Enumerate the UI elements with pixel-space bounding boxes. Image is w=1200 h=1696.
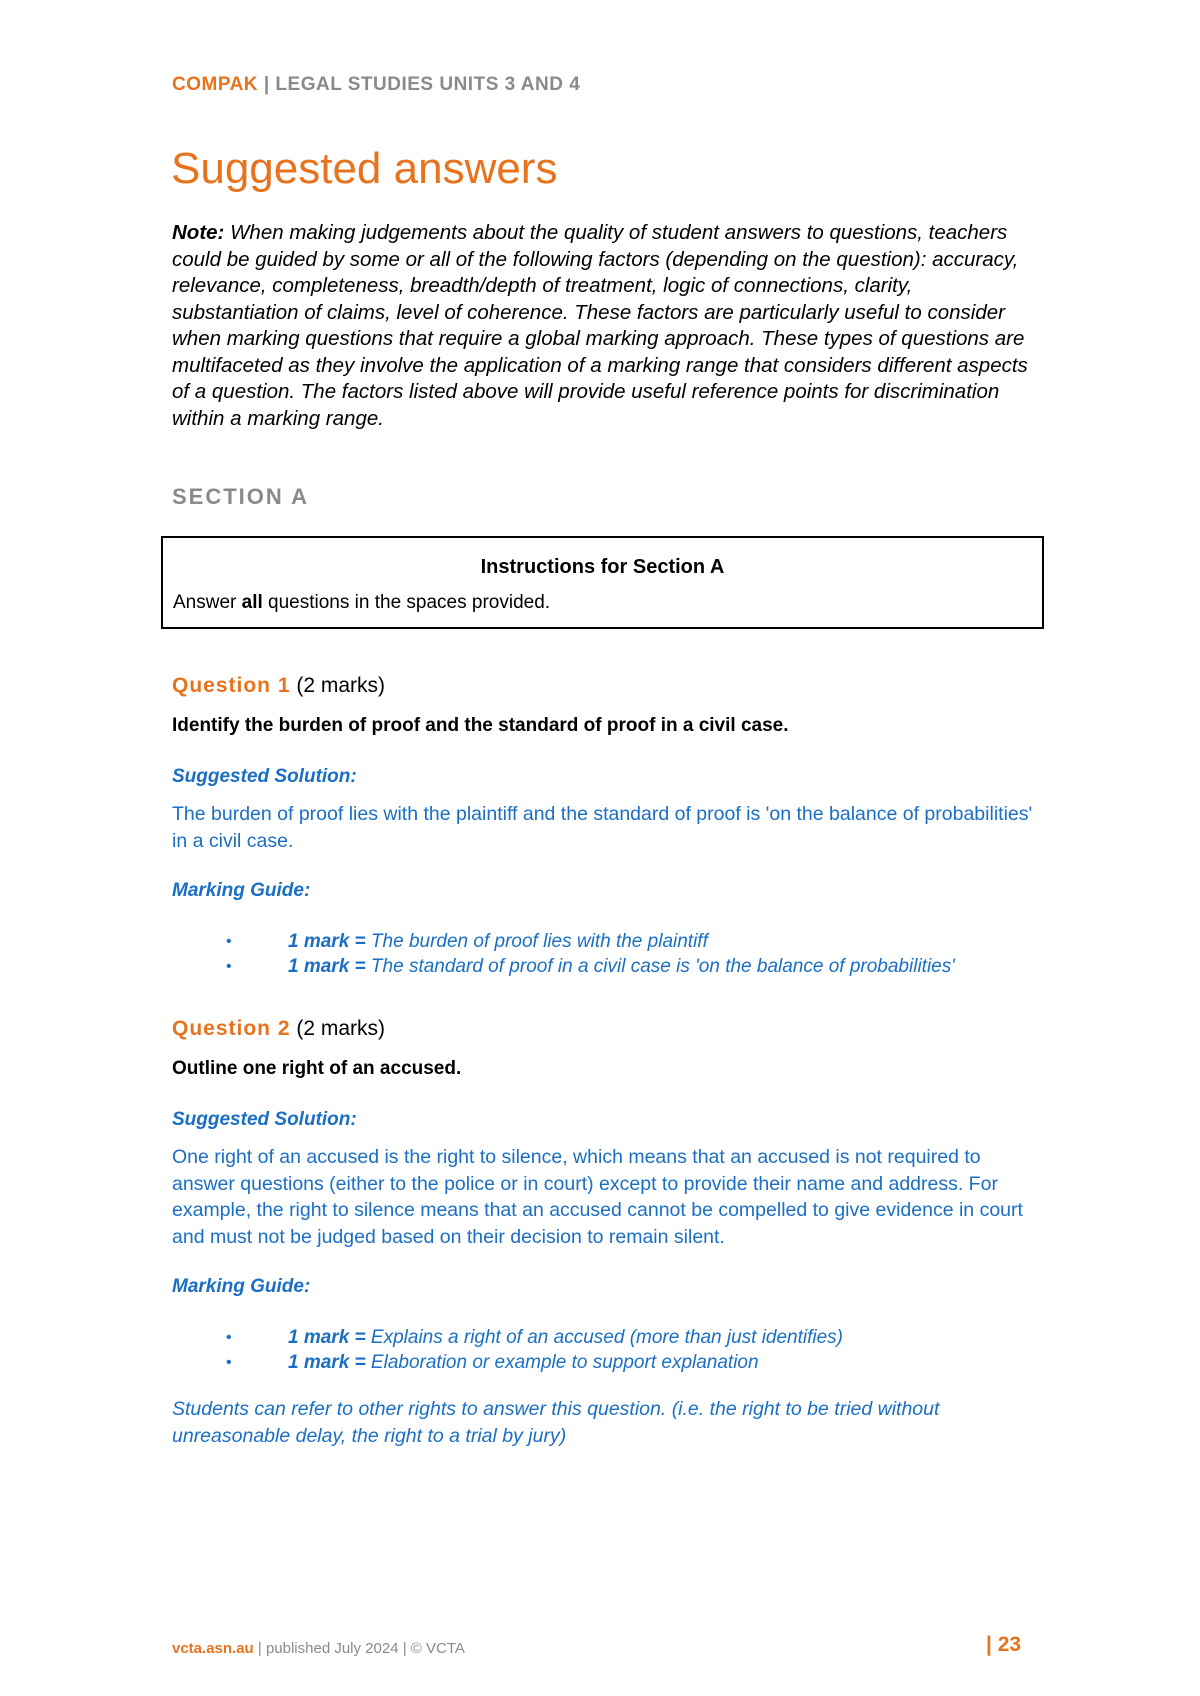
footer-site-link[interactable]: vcta.asn.au	[172, 1640, 254, 1657]
mark-value: 1 mark =	[288, 931, 366, 952]
list-item	[172, 1350, 843, 1375]
note-text: When making judgements about the quality of student answers to questions, teachers could be guided by some or all of the following factors (depending on the question): accuracy, relevance, completeness, breadth/depth of treatment, logic of connections, clarity, substantiation of claims, level of coherence. These factors are particularly useful to consider when marking questions that require a global marking approach. These types of questions are multifaceted as they involve the application of a marking range that considers different aspects of a question. The factors listed above will provide useful reference points for discrimination within a marking range.	[172, 221, 1028, 430]
question-1-heading	[172, 674, 385, 698]
question-1-marks: (2 marks)	[296, 674, 386, 697]
bullet-icon: •	[226, 958, 232, 975]
question-2-heading	[172, 1017, 385, 1041]
bullet-icon: •	[226, 933, 232, 950]
question-1-solution: The burden of proof lies with the plaintiff and the standard of proof is 'on the balance of probabilities' in a civil case.	[172, 803, 1033, 852]
question-1-marking-guide	[172, 929, 955, 979]
question-2-marking-guide	[172, 1325, 843, 1375]
question-2-extra-note: Students can refer to other rights to answer this question. (i.e. the right to be tried without unreasonable delay, the right to a trial by jury)	[172, 1398, 940, 1447]
mark-criterion: Explains a right of an accused (more than just identifies)	[365, 1327, 844, 1348]
mark-criterion: Elaboration or example to support explanation	[365, 1352, 759, 1373]
list-item	[172, 954, 955, 979]
note-paragraph	[172, 220, 1042, 432]
instructions-text-before: Answer	[173, 592, 242, 613]
instructions-text-bold: all	[241, 592, 263, 613]
bullet-icon: •	[226, 1329, 232, 1346]
page-footer	[172, 1640, 465, 1657]
page-header	[172, 74, 580, 96]
question-1-solution-label: Suggested Solution:	[172, 766, 357, 787]
mark-value: 1 mark =	[288, 1327, 366, 1348]
instructions-text	[173, 592, 1042, 614]
question-2-solution-label: Suggested Solution:	[172, 1109, 357, 1130]
mark-value: 1 mark =	[288, 956, 366, 977]
list-item	[172, 929, 955, 954]
instructions-text-after: questions in the spaces provided.	[262, 592, 551, 613]
question-2-solution: One right of an accused is the right to silence, which means that an accused is not required to answer questions (either to the police or in court) except to provide their name and address. For example, the right to silence means that an accused cannot be compelled to give evidence in court and must not be judged based on their decision to remain silent.	[172, 1146, 1023, 1248]
header-separator: |	[258, 74, 276, 95]
question-2-number: Question 2	[172, 1017, 291, 1040]
instructions-box	[161, 536, 1044, 629]
mark-criterion: The standard of proof in a civil case is 'on the balance of probabilities'	[365, 956, 955, 977]
question-1-number: Question 1	[172, 674, 291, 697]
page-title: Suggested answers	[171, 144, 558, 193]
question-1-guide-label: Marking Guide:	[172, 880, 311, 901]
page-number: | 23	[986, 1633, 1022, 1656]
question-2-marks: (2 marks)	[296, 1017, 386, 1040]
instructions-title: Instructions for Section A	[480, 556, 725, 578]
question-2-prompt: Outline one right of an accused.	[172, 1058, 462, 1079]
mark-value: 1 mark =	[288, 1352, 366, 1373]
header-brand: COMPAK	[172, 74, 259, 95]
question-1-prompt: Identify the burden of proof and the standard of proof in a civil case.	[172, 715, 789, 736]
section-title: SECTION A	[172, 484, 309, 509]
question-2-guide-label: Marking Guide:	[172, 1276, 311, 1297]
list-item	[172, 1325, 843, 1350]
bullet-icon: •	[226, 1354, 232, 1371]
note-label: Note:	[172, 221, 225, 244]
header-subject: LEGAL STUDIES UNITS 3 AND 4	[275, 74, 581, 95]
mark-criterion: The burden of proof lies with the plaintiff	[365, 931, 708, 952]
footer-publication: | published July 2024 | © VCTA	[253, 1640, 465, 1657]
